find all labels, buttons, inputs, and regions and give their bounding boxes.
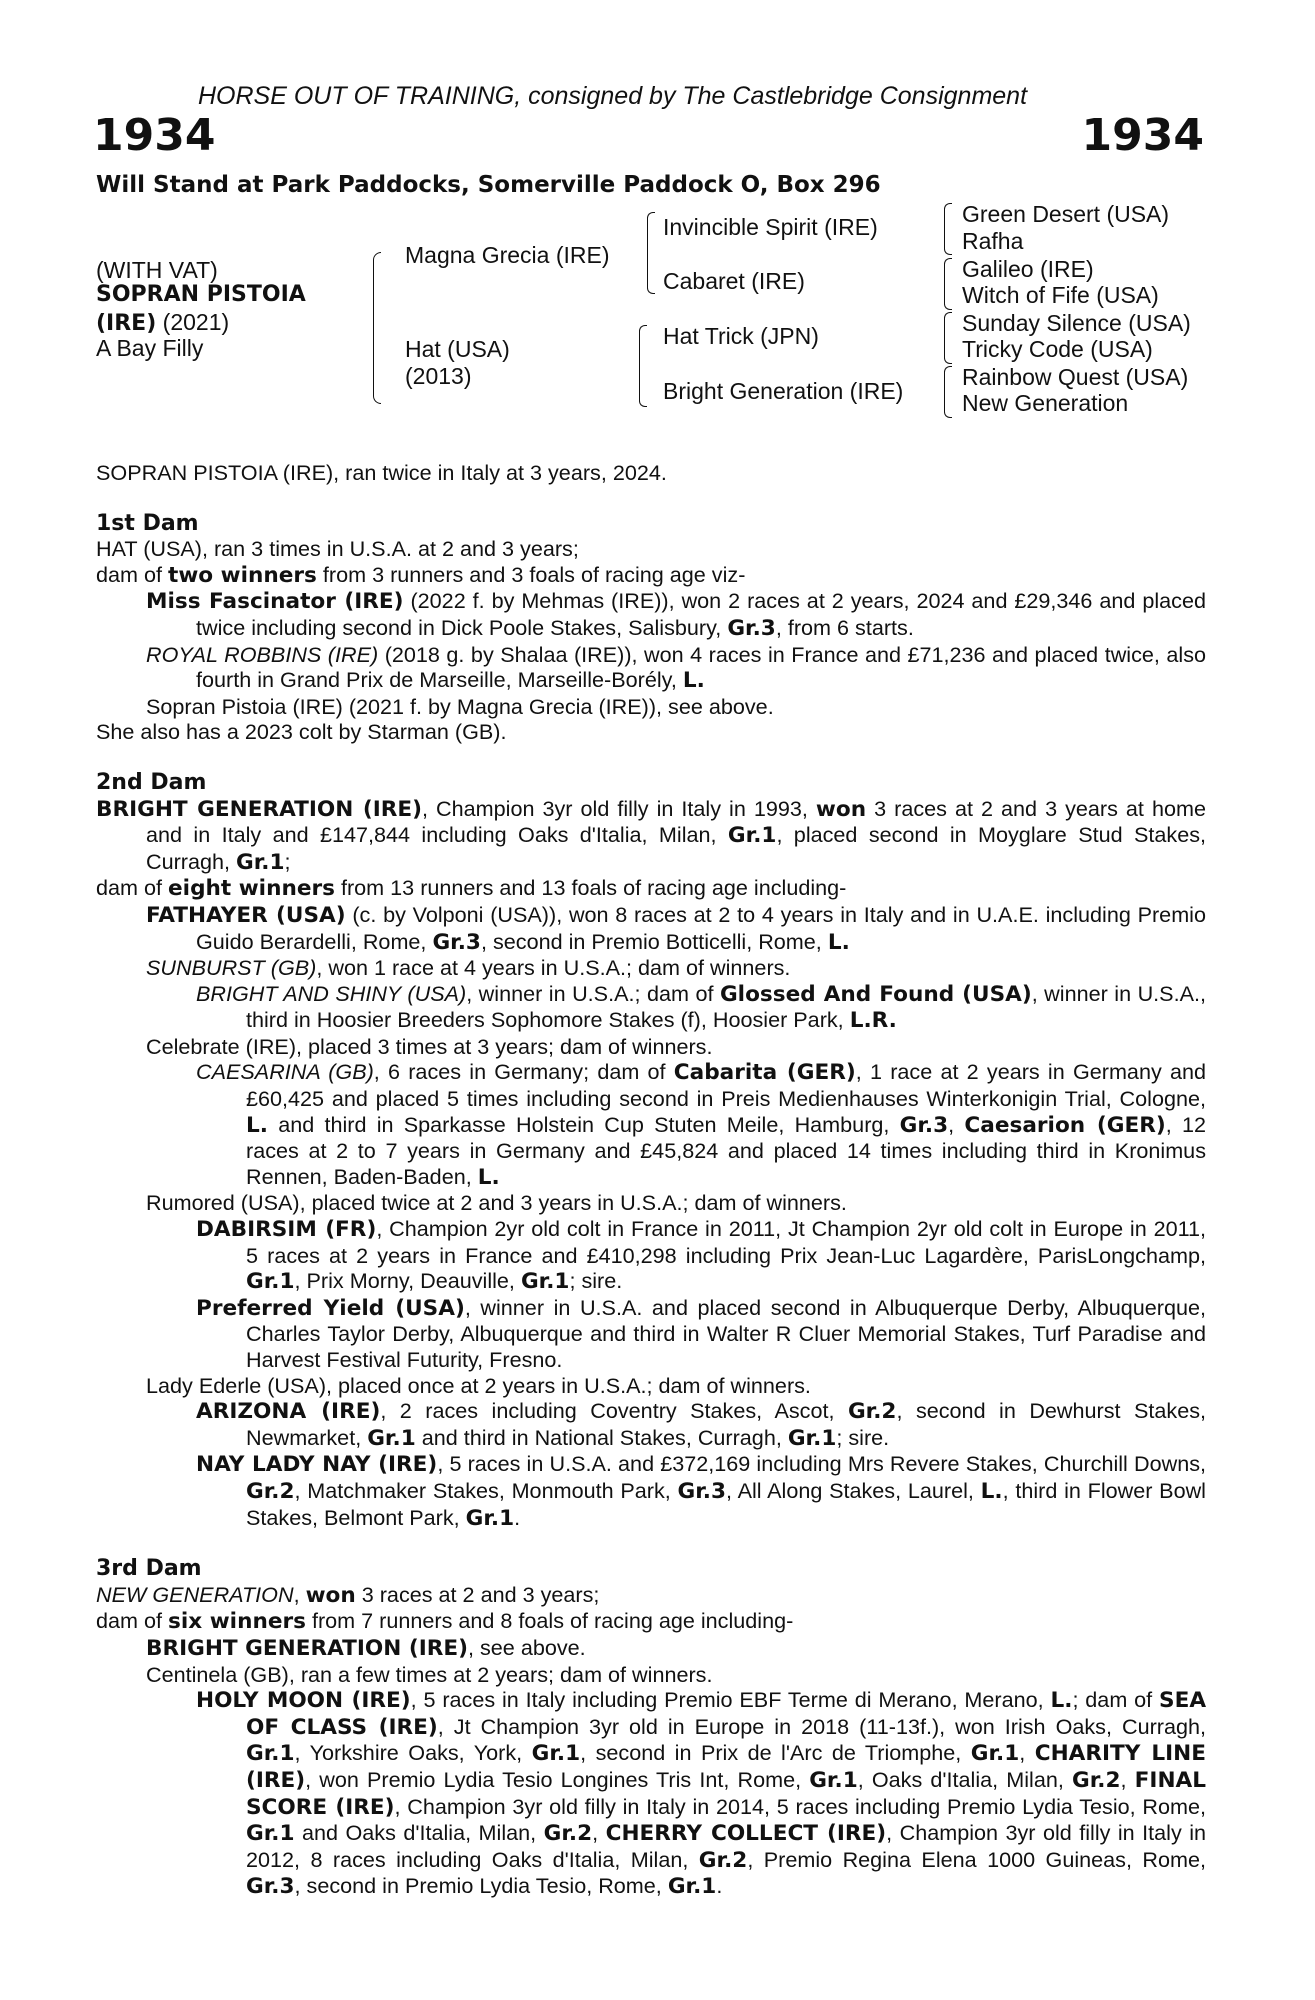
lot-number-right: 1934 <box>1081 110 1204 161</box>
text-run: Gr.2 <box>543 1821 593 1847</box>
text-run: Gr.1 <box>809 1767 858 1793</box>
text-run: , placed second in Moyglare Stud Stakes, Curragh, <box>146 822 1207 874</box>
text-run: , Premio Regina Elena 1000 Guineas, Rome, <box>747 1846 1206 1872</box>
text-run: , see above. <box>468 1634 586 1660</box>
text-run: , second in Dewhurst Stakes, Newmarket, <box>246 1398 1207 1450</box>
text-run: and Oaks d'Italia, Milan, <box>294 1820 544 1846</box>
text-run: , Champion 3yr old filly in Italy in 2014, 5 races including Premio Lydia Tesio, Rome, <box>394 1793 1206 1819</box>
sire-sire-sire: Green Desert (USA) <box>962 201 1170 227</box>
text-run: Cabarita (GER) <box>673 1060 856 1086</box>
text-run: FINAL SCORE (IRE) <box>246 1767 1207 1820</box>
text-run: ; sire. <box>836 1424 890 1450</box>
entry-lady-ederle: Lady Ederle (USA), placed once at 2 years in U.S.A.; dam of winners. <box>146 1372 811 1398</box>
sire-sire: Invincible Spirit (IRE) <box>663 214 878 240</box>
text-run: CHARITY LINE (IRE) <box>246 1741 1206 1793</box>
entry-bright-and-shiny <box>96 981 1206 1034</box>
text-run: (2022 f. by Mehmas (IRE)), won 2 races at 2 years, 2024 and £29,346 and placed twice including second in Dick Poole Stakes, Salisbury, <box>196 588 1206 640</box>
entry-dabirsim <box>96 1216 1206 1295</box>
sire-sire-dam: Rafha <box>962 228 1024 254</box>
text-run: (c. by Volponi (USA)), won 8 races at 2 to 4 years in Italy and in U.A.E. including Premio Guido Berardelli, Rome, <box>196 901 1206 954</box>
text-run: , 12 races at 2 to 7 years in Germany and £45,824 and placed 14 times including third in Kronimus Rennen, Baden-Baden, <box>246 1111 1207 1189</box>
text-run: SUNBURST (GB) <box>146 955 317 981</box>
text-run: , second in Premio Lydia Tesio, Rome, <box>294 1873 668 1899</box>
entry-miss-fascinator <box>96 588 1206 641</box>
entry-bright-generation <box>96 1635 1206 1662</box>
text-run: , <box>592 1820 606 1846</box>
text-run: ROYAL ROBBINS (IRE) <box>146 641 379 667</box>
text-run: and third in Sparkasse Holstein Cup Stuten Meile, Hamburg, <box>267 1111 900 1137</box>
text-run: Gr.1 <box>970 1741 1020 1767</box>
text-run: two winners <box>168 562 317 588</box>
brace-sd <box>944 258 952 310</box>
text-run: SEA OF CLASS (IRE) <box>246 1688 1207 1740</box>
entry-fathayer <box>96 902 1206 955</box>
text-run: dam of <box>96 1608 169 1634</box>
text-run: BRIGHT GENERATION (IRE) <box>96 796 423 822</box>
text-run: Gr.1 <box>465 1505 515 1531</box>
sire-dam-dam: Witch of Fife (USA) <box>962 282 1159 308</box>
brace-sire-side <box>647 212 655 294</box>
text-run: , 2 races including Coventry Stakes, Ascot, <box>380 1398 848 1424</box>
text-run: Gr.2 <box>698 1847 748 1873</box>
sire-dam-sire: Galileo (IRE) <box>962 256 1094 282</box>
text-run: , winner in U.S.A. and placed second in Albuquerque Derby, Albuquerque, Charles Taylor Derby, Albuquerque and third in Walter R Cluer Memorial Stakes, Turf Paradise and Harvest Festival Futurity, Fresno. <box>246 1294 1206 1372</box>
text-run: L. <box>682 668 705 694</box>
text-run: Gr.1 <box>246 1741 295 1767</box>
text-run: Gr.3 <box>727 615 776 641</box>
entry-arizona <box>96 1398 1206 1451</box>
first-dam-heading: 1st Dam <box>96 510 199 536</box>
text-run: , second in Premio Botticelli, Rome, <box>480 928 828 954</box>
brace-ss <box>944 203 952 255</box>
entry-sunburst <box>96 955 1206 981</box>
text-run: . <box>514 1504 521 1530</box>
text-run: Gr.1 <box>727 823 777 849</box>
text-run: Gr.2 <box>847 1399 897 1425</box>
third-dam-line <box>96 1582 1206 1609</box>
text-run: DABIRSIM (FR) <box>196 1217 377 1243</box>
text-run: , from 6 starts. <box>775 614 914 640</box>
lot-number-left: 1934 <box>93 110 216 161</box>
dam-dam-sire: Rainbow Quest (USA) <box>962 364 1189 390</box>
text-run: from 3 runners and 3 foals of racing age viz- <box>316 561 746 587</box>
page-subtitle: HORSE OUT OF TRAINING, consigned by The Castlebridge Consignment <box>198 82 1028 110</box>
third-dam-produce-summary <box>96 1608 1206 1635</box>
text-run: , Prix Morny, Deauville, <box>294 1268 521 1294</box>
first-dam-line: HAT (USA), ran 3 times in U.S.A. at 2 and 3 years; <box>96 536 579 562</box>
text-run: , 5 races in Italy including Premio EBF Terme di Merano, Merano, <box>410 1687 1051 1713</box>
text-run: dam of <box>96 875 169 901</box>
text-run: Gr.3 <box>432 929 481 955</box>
text-run: Glossed And Found (USA) <box>719 981 1032 1007</box>
entry-sopran-pistoia: Sopran Pistoia (IRE) (2021 f. by Magna Grecia (IRE)), see above. <box>146 693 774 719</box>
text-run: , Oaks d'Italia, Milan, <box>857 1766 1072 1792</box>
text-run: Gr.2 <box>1072 1767 1121 1793</box>
text-run: , <box>1120 1766 1135 1792</box>
text-run: eight winners <box>168 876 335 902</box>
text-run: Gr.1 <box>246 1269 295 1295</box>
entry-nay-lady-nay <box>96 1451 1206 1531</box>
text-run: FATHAYER (USA) <box>146 902 346 928</box>
text-run: , second in Prix de l'Arc de Triomphe, <box>580 1740 971 1766</box>
entry-rumored: Rumored (USA), placed twice at 2 and 3 years in U.S.A.; dam of winners. <box>146 1190 847 1216</box>
third-dam-heading: 3rd Dam <box>96 1556 202 1582</box>
text-run: L. <box>827 929 850 955</box>
text-run: Gr.1 <box>246 1821 295 1847</box>
text-run: L. <box>477 1164 500 1190</box>
vat-note: (WITH VAT) <box>96 257 218 283</box>
text-run: Gr.1 <box>667 1874 717 1900</box>
text-run: Gr.3 <box>677 1478 727 1504</box>
dam-sire: Hat Trick (JPN) <box>663 323 819 349</box>
text-run: Preferred Yield (USA) <box>196 1295 465 1321</box>
text-run: , Champion 3yr old filly in Italy in 1993, <box>422 795 816 821</box>
text-run: Gr.1 <box>236 849 285 875</box>
text-run: , won Premio Lydia Tesio Longines Tris Int, Rome, <box>305 1766 810 1792</box>
entry-centinela: Centinela (GB), ran a few times at 2 years; dam of winners. <box>146 1661 713 1687</box>
text-run: BRIGHT AND SHINY (USA) <box>196 980 467 1006</box>
entry-celebrate: Celebrate (IRE), placed 3 times at 3 years; dam of winners. <box>146 1033 713 1059</box>
second-dam-line <box>96 796 1206 876</box>
text-run: , <box>1019 1740 1035 1766</box>
horse-origin: (IRE) <box>96 311 157 336</box>
brace-ds <box>944 312 952 364</box>
first-dam-produce-summary <box>96 562 1206 589</box>
dam-sire-sire: Sunday Silence (USA) <box>962 310 1191 336</box>
text-run: 3 races at 2 and 3 years; <box>355 1581 600 1607</box>
text-run: from 13 runners and 13 foals of racing age including- <box>334 875 847 901</box>
brace-dd <box>944 366 952 418</box>
sire-name: Magna Grecia (IRE) <box>405 242 610 268</box>
text-run: , Yorkshire Oaks, York, <box>294 1740 532 1766</box>
text-run: Gr.2 <box>246 1478 295 1504</box>
text-run: , Jt Champion 3yr old in Europe in 2018 (11-13f.), won Irish Oaks, Curragh, <box>437 1713 1206 1739</box>
horse-year: (2021) <box>162 309 230 335</box>
text-run: CAESARINA (GB) <box>196 1059 374 1085</box>
sire-dam: Cabaret (IRE) <box>663 268 805 294</box>
dam-sire-dam: Tricky Code (USA) <box>962 336 1153 362</box>
text-run: , 6 races in Germany; dam of <box>373 1059 674 1085</box>
text-run: ; sire. <box>569 1268 623 1294</box>
text-run: L.R. <box>849 1008 897 1034</box>
horse-origin-year <box>96 309 229 336</box>
text-run: Gr.1 <box>531 1741 581 1767</box>
horse-name: SOPRAN PISTOIA <box>96 282 306 307</box>
text-run: ; dam of <box>1072 1687 1160 1713</box>
text-run: , Champion 3yr old filly in Italy in 2012, 8 races including Oaks d'Italia, Milan, <box>246 1820 1207 1872</box>
text-run: Gr.1 <box>787 1425 837 1451</box>
text-run: dam of <box>96 561 169 587</box>
text-run: , won 1 race at 4 years in U.S.A.; dam of winners. <box>316 955 791 981</box>
horse-description: A Bay Filly <box>96 335 204 361</box>
dam-year: (2013) <box>405 363 472 389</box>
brace-gen1 <box>373 252 381 404</box>
text-run: Gr.3 <box>246 1874 295 1900</box>
text-run: , winner in U.S.A., third in Hoosier Breeders Sophomore Stakes (f), Hoosier Park, <box>246 980 1206 1033</box>
catalogue-body <box>96 460 1206 1900</box>
brace-dam-side <box>639 325 647 407</box>
text-run: BRIGHT GENERATION (IRE) <box>146 1635 468 1661</box>
entry-caesarina <box>96 1059 1206 1190</box>
text-run: , 1 race at 2 years in Germany and £60,425 and placed 5 times including second in Preis Medienhauses Winterkonigin Trial, Cologne, <box>246 1059 1206 1112</box>
entry-royal-robbins <box>96 642 1206 694</box>
text-run: Gr.1 <box>367 1425 416 1451</box>
text-run: won <box>815 796 867 822</box>
text-run: Gr.3 <box>899 1112 949 1138</box>
dam-name: Hat (USA) <box>405 336 510 362</box>
text-run: . <box>716 1873 723 1899</box>
intro-line: SOPRAN PISTOIA (IRE), ran twice in Italy at 3 years, 2024. <box>96 460 667 485</box>
text-run: ; <box>284 848 291 874</box>
text-run: L. <box>980 1478 1003 1504</box>
text-run: CHERRY COLLECT (IRE) <box>605 1821 887 1847</box>
text-run: Caesarion (GER) <box>964 1112 1166 1138</box>
text-run: , 5 races in U.S.A. and £372,169 including Mrs Revere Stakes, Churchill Downs, <box>437 1451 1206 1477</box>
text-run: , <box>293 1581 306 1607</box>
text-run: , All Along Stakes, Laurel, <box>726 1477 981 1503</box>
text-run: , Matchmaker Stakes, Monmouth Park, <box>294 1477 678 1503</box>
second-dam-produce-summary <box>96 875 1206 902</box>
text-run: six winners <box>168 1609 306 1635</box>
text-run: from 7 runners and 8 foals of racing age including- <box>305 1608 794 1634</box>
text-run: , <box>948 1111 965 1137</box>
text-run: and third in National Stakes, Curragh, <box>415 1424 788 1450</box>
text-run: , third in Flower Bowl Stakes, Belmont Park, <box>246 1477 1206 1530</box>
text-run: (2018 g. by Shalaa (IRE)), won 4 races in France and £71,236 and placed twice, also fourth in Grand Prix de Marseille, Marseille-Borély, <box>196 641 1206 693</box>
text-run: HOLY MOON (IRE) <box>196 1688 411 1714</box>
text-run: 3 races at 2 and 3 years at home and in Italy and £147,844 including Oaks d'Italia, Milan, <box>146 795 1206 848</box>
text-run: Gr.1 <box>520 1269 570 1295</box>
text-run: NAY LADY NAY (IRE) <box>196 1452 438 1478</box>
text-run: L. <box>246 1112 268 1138</box>
first-dam-also: She also has a 2023 colt by Starman (GB). <box>96 719 507 745</box>
text-run: , Champion 2yr old colt in France in 2011, Jt Champion 2yr old colt in Europe in 2011, 5 races at 2 years in France and £410,298 including Prix Jean-Luc Lagardère, ParisLongchamp, <box>246 1216 1207 1268</box>
dam-dam-dam: New Generation <box>962 390 1129 416</box>
entry-holy-moon <box>96 1687 1206 1900</box>
dam-dam: Bright Generation (IRE) <box>663 378 904 404</box>
text-run: , winner in U.S.A.; dam of <box>466 980 720 1006</box>
stand-location: Will Stand at Park Paddocks, Somerville Paddock O, Box 296 <box>96 172 881 198</box>
text-run: won <box>305 1582 356 1608</box>
text-run: ARIZONA (IRE) <box>196 1399 381 1425</box>
second-dam-heading: 2nd Dam <box>96 769 207 795</box>
entry-preferred-yield <box>96 1295 1206 1373</box>
text-run: Miss Fascinator (IRE) <box>146 589 404 615</box>
text-run: NEW GENERATION <box>96 1581 294 1607</box>
text-run: L. <box>1050 1688 1073 1714</box>
